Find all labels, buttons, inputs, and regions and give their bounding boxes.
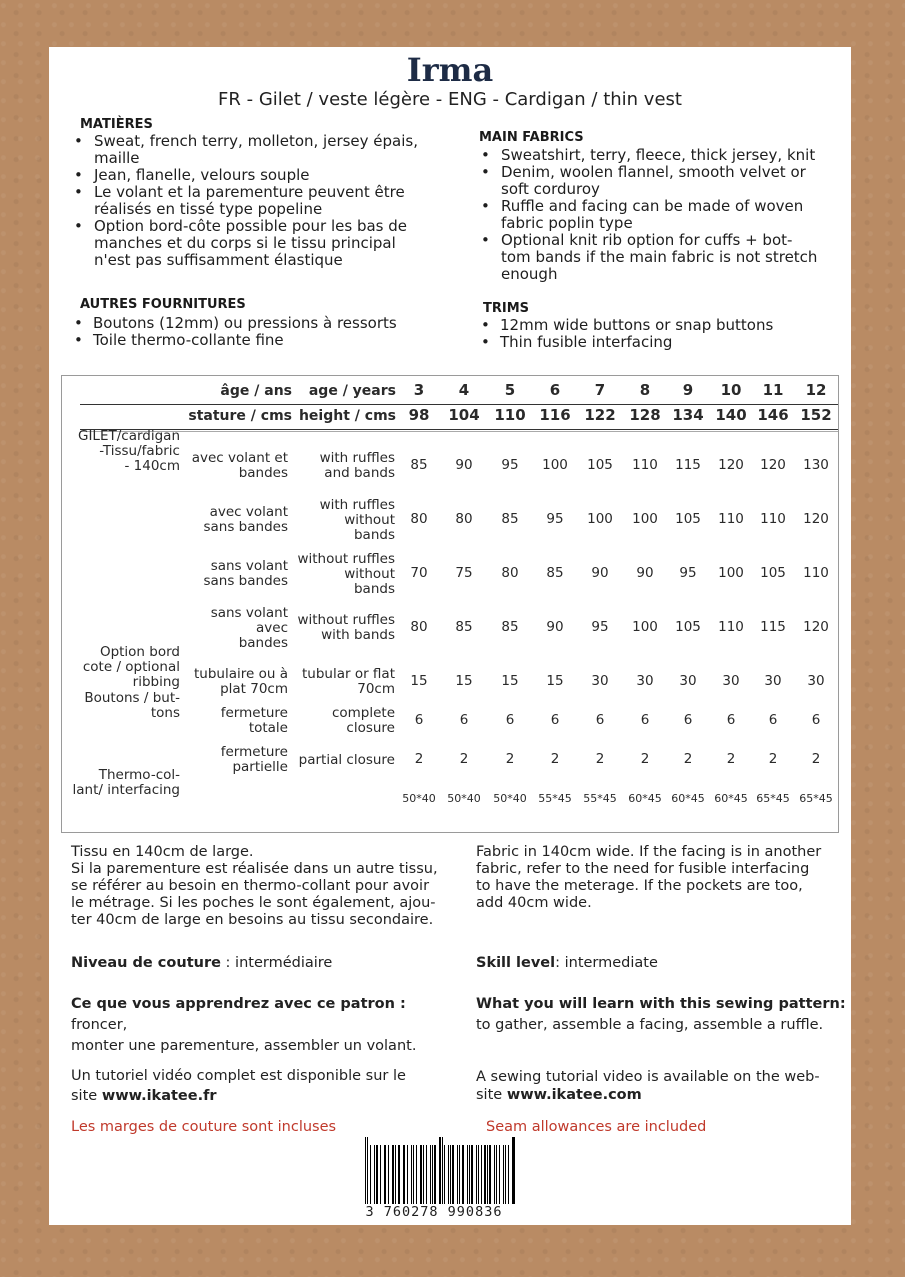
barcode-bar <box>370 1145 371 1209</box>
table-cell: 30 <box>807 673 825 689</box>
table-cell: 60*45 <box>714 792 748 805</box>
pattern-title: Irma <box>406 51 494 89</box>
table-cell: 6 <box>595 712 605 728</box>
row-category: Boutons / but- tons <box>84 690 180 721</box>
table-cell: 2 <box>505 751 515 767</box>
skill-en-label: Skill level <box>476 955 556 971</box>
barcode-bar <box>416 1145 417 1209</box>
barcode-bar <box>444 1145 445 1209</box>
barcode-bar <box>407 1145 408 1209</box>
height-column-header: 116 <box>539 406 571 424</box>
barcode-bar <box>459 1145 460 1209</box>
row-variant-en: tubular or flat 70cm <box>301 666 395 697</box>
table-cell: 30 <box>679 673 697 689</box>
table-cell: 120 <box>718 457 744 473</box>
skill-en-value: : intermediate <box>555 955 658 971</box>
learn-fr <box>71 994 461 1057</box>
table-cell: 80 <box>455 511 473 527</box>
barcode <box>365 1133 517 1209</box>
table-cell: 90 <box>455 457 473 473</box>
table-cell: 6 <box>726 712 736 728</box>
list-item: • Option bord-côte possible pour les bas de manches et du corps si le tissu principal n'est pas suffisamment élastique <box>69 218 429 269</box>
row-variant-fr: tubulaire ou à plat 70cm <box>194 666 288 697</box>
table-cell: 15 <box>455 673 473 689</box>
yardage-table <box>61 375 839 833</box>
height-column-header: 104 <box>448 406 480 424</box>
table-cell: 85 <box>410 457 428 473</box>
seam-allowance-en: Seam allowances are included <box>486 1119 707 1135</box>
table-cell: 50*40 <box>447 792 481 805</box>
barcode-bar <box>388 1145 389 1209</box>
table-cell: 55*45 <box>538 792 572 805</box>
height-column-header: 146 <box>757 406 789 424</box>
table-cell: 80 <box>410 511 428 527</box>
age-en-header: age / years <box>308 383 396 399</box>
barcode-bar <box>462 1145 464 1209</box>
age-column-header: 12 <box>805 381 827 399</box>
table-cell: 2 <box>459 751 469 767</box>
row-variant-en: with ruffles and bands <box>319 450 395 481</box>
height-column-header: 140 <box>715 406 747 424</box>
barcode-bar <box>448 1145 449 1209</box>
skill-level-en <box>476 955 658 972</box>
barcode-bar <box>494 1145 495 1209</box>
table-cell: 6 <box>550 712 560 728</box>
barcode-bar <box>439 1137 440 1209</box>
learn-en-label: What you will learn with this sewing pattern: <box>476 996 846 1012</box>
age-column-header: 11 <box>762 381 784 399</box>
fabrics-en-list <box>476 147 836 283</box>
table-cell: 65*45 <box>799 792 833 805</box>
learn-fr-value: fronc‌er, monter une parementure, assembler un volant. <box>71 1017 417 1054</box>
barcode-bar <box>434 1145 436 1209</box>
barcode-bar <box>467 1145 468 1209</box>
age-column-header: 4 <box>458 381 470 399</box>
table-cell: 30 <box>591 673 609 689</box>
table-cell: 130 <box>803 457 829 473</box>
table-cell: 30 <box>722 673 740 689</box>
table-cell: 95 <box>591 619 609 635</box>
barcode-bar <box>413 1145 414 1209</box>
fabric-note-en: Fabric in 140cm wide. If the facing is in another fabric, refer to the need for fusible interfacing to have the meterage. If the pockets are too, add 40cm wide. <box>476 844 822 911</box>
table-cell: 110 <box>760 511 786 527</box>
table-cell: 100 <box>718 565 744 581</box>
barcode-bar <box>508 1145 509 1209</box>
barcode-bar <box>384 1145 385 1209</box>
trims-en-list <box>476 317 836 351</box>
barcode-bar <box>489 1145 491 1209</box>
table-cell: 80 <box>410 619 428 635</box>
list-item: • Thin fusible interfacing <box>476 334 836 351</box>
list-item: • Denim, woolen flannel, smooth velvet or soft corduroy <box>476 164 836 198</box>
table-cell: 110 <box>718 619 744 635</box>
list-item: • Toile thermo-collante fine <box>69 332 429 349</box>
table-cell: 105 <box>675 619 701 635</box>
fabrics-fr-heading: MATIÈRES <box>80 117 153 132</box>
barcode-bar <box>426 1145 427 1209</box>
table-cell: 65*45 <box>756 792 790 805</box>
height-column-header: 122 <box>584 406 616 424</box>
table-cell: 85 <box>455 619 473 635</box>
barcode-bar <box>365 1137 366 1209</box>
table-cell: 100 <box>587 511 613 527</box>
row-variant-en: without ruffles without bands <box>297 550 395 597</box>
list-item: • 12mm wide buttons or snap buttons <box>476 317 836 334</box>
height-column-header: 110 <box>494 406 526 424</box>
pattern-subtitle: FR - Gilet / veste légère - ENG - Cardigan / thin vest <box>218 89 682 110</box>
row-variant-en: partial closure <box>298 751 395 768</box>
table-cell: 115 <box>760 619 786 635</box>
barcode-bar <box>430 1145 431 1209</box>
barcode-bar <box>432 1145 433 1209</box>
tutorial-fr <box>71 1066 461 1106</box>
age-column-header: 8 <box>639 381 651 399</box>
trims-fr-heading: AUTRES FOURNITURES <box>80 297 246 312</box>
table-cell: 30 <box>764 673 782 689</box>
barcode-bar <box>512 1137 513 1209</box>
table-cell: 6 <box>683 712 693 728</box>
table-cell: 6 <box>505 712 515 728</box>
table-cell: 2 <box>640 751 650 767</box>
row-variant-fr: avec volant et bandes <box>191 450 288 481</box>
tutorial-en-text: A sewing tutorial video is available on the web- site <box>476 1069 820 1103</box>
table-cell: 2 <box>595 751 605 767</box>
table-cell: 6 <box>459 712 469 728</box>
barcode-bar <box>411 1145 412 1209</box>
table-cell: 2 <box>726 751 736 767</box>
row-variant-fr: fermeture partielle <box>220 744 288 775</box>
barcode-bar <box>403 1145 404 1209</box>
age-column-header: 5 <box>504 381 516 399</box>
table-cell: 115 <box>675 457 701 473</box>
table-cell: 90 <box>546 619 564 635</box>
height-column-header: 134 <box>672 406 704 424</box>
table-cell: 15 <box>410 673 428 689</box>
table-cell: 2 <box>550 751 560 767</box>
table-cell: 85 <box>501 619 519 635</box>
table-cell: 75 <box>455 565 473 581</box>
barcode-bar <box>481 1145 482 1209</box>
age-column-header: 7 <box>594 381 606 399</box>
barcode-bar <box>395 1145 396 1209</box>
fabrics-fr-list <box>69 133 429 269</box>
barcode-bar <box>367 1137 368 1209</box>
age-column-header: 10 <box>720 381 742 399</box>
list-item: • Boutons (12mm) ou pressions à ressorts <box>69 315 429 332</box>
barcode-bar <box>471 1145 472 1209</box>
age-column-header: 3 <box>413 381 425 399</box>
table-cell: 80 <box>501 565 519 581</box>
table-cell: 95 <box>546 511 564 527</box>
barcode-bar <box>503 1145 504 1209</box>
table-cell: 70 <box>410 565 428 581</box>
barcode-bar <box>478 1145 479 1209</box>
table-cell: 2 <box>768 751 778 767</box>
pattern-sheet <box>49 47 851 1225</box>
table-cell: 120 <box>803 619 829 635</box>
table-cell: 100 <box>542 457 568 473</box>
barcode-bar <box>374 1145 375 1209</box>
table-cell: 6 <box>811 712 821 728</box>
table-cell: 110 <box>803 565 829 581</box>
skill-fr-label: Niveau de couture <box>71 955 221 971</box>
learn-fr-label: Ce que vous apprendrez avec ce patron : <box>71 996 406 1012</box>
table-cell: 15 <box>546 673 564 689</box>
table-cell: 90 <box>591 565 609 581</box>
barcode-bar <box>496 1145 497 1209</box>
table-cell: 30 <box>636 673 654 689</box>
row-variant-fr: fermeture totale <box>220 705 288 736</box>
tutorial-en-site[interactable]: www.ikatee.com <box>506 1087 642 1103</box>
list-item: • Sweatshirt, terry, fleece, thick jersey, knit <box>476 147 836 164</box>
fabrics-en-heading: MAIN FABRICS <box>479 130 584 145</box>
table-cell: 110 <box>632 457 658 473</box>
barcode-bar <box>457 1145 458 1209</box>
barcode-bar <box>442 1137 443 1209</box>
table-cell: 120 <box>803 511 829 527</box>
age-column-header: 9 <box>682 381 694 399</box>
skill-level-fr <box>71 955 332 972</box>
row-variant-en: without ruffles with bands <box>297 612 395 643</box>
table-cell: 60*45 <box>628 792 662 805</box>
table-rule <box>80 431 838 432</box>
table-cell: 100 <box>632 511 658 527</box>
table-cell: 105 <box>760 565 786 581</box>
stature-en-header: height / cms <box>298 408 396 424</box>
table-cell: 120 <box>760 457 786 473</box>
barcode-bar <box>380 1145 381 1209</box>
table-cell: 110 <box>718 511 744 527</box>
table-rule <box>80 404 838 405</box>
list-item: • Ruffle and facing can be made of woven fabric poplin type <box>476 198 836 232</box>
row-variant-en: with ruffles without bands <box>319 496 395 543</box>
row-category: Option bord cote / optional ribbing <box>82 643 180 690</box>
barcode-bar <box>398 1145 400 1209</box>
list-item: • Jean, flanelle, velours souple <box>69 167 429 184</box>
barcode-bar <box>499 1145 500 1209</box>
table-cell: 2 <box>811 751 821 767</box>
seam-allowance-fr: Les marges de couture sont incluses <box>71 1119 337 1135</box>
barcode-bar <box>420 1145 422 1209</box>
row-variant-fr: sans volant sans bandes <box>203 558 288 589</box>
age-column-header: 6 <box>549 381 561 399</box>
barcode-bar <box>404 1145 405 1209</box>
barcode-bar <box>452 1145 453 1209</box>
table-cell: 2 <box>683 751 693 767</box>
list-item: • Optional knit rib option for cuffs + bot- tom bands if the main fabric is not stretch enough <box>476 232 836 283</box>
table-cell: 50*40 <box>402 792 436 805</box>
table-cell: 100 <box>632 619 658 635</box>
barcode-number: 3 760278 990836 <box>349 1204 519 1220</box>
row-category: Thermo-col- lant/ interfacing <box>72 767 180 798</box>
barcode-bar <box>487 1145 488 1209</box>
table-cell: 6 <box>768 712 778 728</box>
row-category: GILET/cardigan -Tissu/fabric - 140cm <box>77 427 180 474</box>
table-cell: 60*45 <box>671 792 705 805</box>
height-column-header: 152 <box>800 406 832 424</box>
barcode-bar <box>376 1145 378 1209</box>
tutorial-fr-text: Un tutoriel vidéo complet est disponible sur le site <box>71 1068 406 1104</box>
barcode-bar <box>450 1145 451 1209</box>
table-cell: 15 <box>501 673 519 689</box>
learn-en <box>476 994 856 1036</box>
barcode-bar <box>513 1137 514 1209</box>
table-rule <box>80 429 838 430</box>
barcode-bar <box>385 1145 386 1209</box>
table-cell: 90 <box>636 565 654 581</box>
row-variant-fr: sans volant avec bandes <box>210 604 288 651</box>
table-cell: 95 <box>501 457 519 473</box>
list-item: • Le volant et la parementure peuvent être réalisés en tissé type popeline <box>69 184 429 218</box>
trims-fr-list <box>69 315 429 349</box>
table-cell: 6 <box>414 712 424 728</box>
barcode-bar <box>505 1145 506 1209</box>
barcode-bar <box>469 1145 470 1209</box>
table-cell: 6 <box>640 712 650 728</box>
table-cell: 2 <box>414 751 424 767</box>
fabric-note-fr: Tissu en 140cm de large. Si la parementure est réalisée dans un autre tissu, se référer au besoin en thermo-collant pour avoir le métrage. Si les poches le sont également, ajou- ter 40cm de large en besoins au tissu secondaire. <box>71 844 438 928</box>
barcode-bar <box>423 1145 424 1209</box>
barcode-bar <box>476 1145 477 1209</box>
row-variant-fr: avec volant sans bandes <box>203 504 288 535</box>
age-fr-header: âge / ans <box>220 383 292 399</box>
tutorial-fr-site[interactable]: www.ikatee.fr <box>101 1088 217 1104</box>
list-item: • Sweat, french terry, molleton, jersey épais, maille <box>69 133 429 167</box>
table-cell: 95 <box>679 565 697 581</box>
barcode-bar <box>484 1145 485 1209</box>
skill-fr-value: : intermédiaire <box>220 955 333 971</box>
table-cell: 85 <box>501 511 519 527</box>
table-cell: 105 <box>675 511 701 527</box>
table-cell: 105 <box>587 457 613 473</box>
barcode-bar <box>392 1145 393 1209</box>
height-column-header: 98 <box>408 406 430 424</box>
height-column-header: 128 <box>629 406 661 424</box>
learn-en-value: to gather, assemble a facing, assemble a ruffle. <box>476 1017 824 1033</box>
table-cell: 85 <box>546 565 564 581</box>
stature-fr-header: stature / cms <box>188 408 292 424</box>
table-cell: 50*40 <box>493 792 527 805</box>
tutorial-en <box>476 1068 856 1104</box>
row-variant-en: complete closure <box>331 705 395 736</box>
trims-en-heading: TRIMS <box>483 301 530 316</box>
table-cell: 55*45 <box>583 792 617 805</box>
